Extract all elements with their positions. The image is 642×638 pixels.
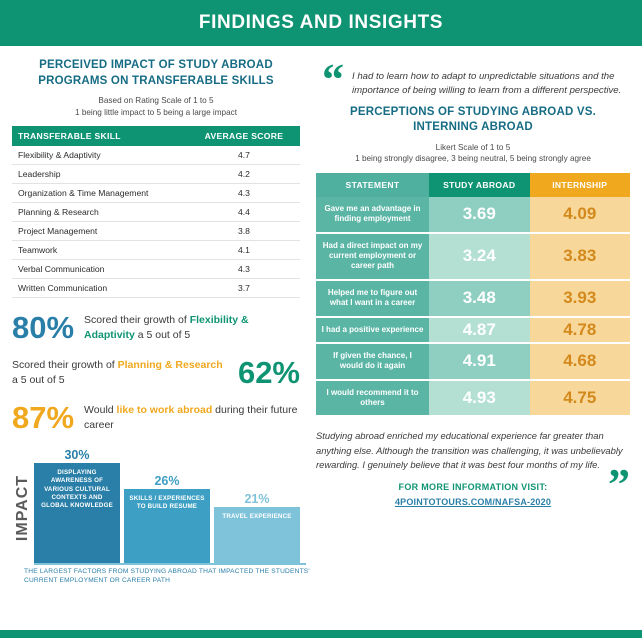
cell-score: 4.7 [188,146,300,165]
cell-statement: I had a positive experience [316,317,429,343]
cell-internship: 4.75 [530,380,631,417]
stat-text-highlight: like to work abroad [116,404,213,417]
cell-statement: Gave me an advantage in finding employment [316,197,429,233]
cell-skill: Written Communication [12,279,188,298]
chart-caption: THE LARGEST FACTORS FROM STUDYING ABROAD THAT IMPACTED THE STUDENTS' CURRENT EMPLOYMENT OR CAREER PATH [24,567,310,584]
chart-bar-label: TRAVEL EXPERIENCE [222,513,292,520]
likert-scale-line-2: 1 being strongly disagree, 3 being neutral, 5 being strongly agree [355,154,591,164]
impact-bar-chart [12,447,310,585]
chart-y-axis-label [12,453,34,563]
cell-skill: Leadership [12,165,188,184]
right-column [310,46,642,585]
stat-description [84,313,300,341]
table-row [12,222,300,241]
stat-text-part: Scored their growth of [12,359,118,372]
cell-skill: Organization & Time Management [12,184,188,203]
chart-bar-label: DISPLAYING AWARENESS OF VARIOUS CULTURAL CONTEXTS AND GLOBAL KNOWLEDGE [41,469,113,510]
cell-score: 4.4 [188,203,300,222]
column-header-study-abroad: STUDY ABROAD [429,173,529,197]
rating-scale-line-1: Based on Rating Scale of 1 to 5 [98,96,214,106]
cell-score: 4.3 [188,184,300,203]
chart-bar-value: 30% [64,448,90,462]
quote-close-icon: ” [608,459,630,509]
rating-scale-line-2: 1 being little impact to 5 being a large impact [74,107,238,117]
more-info-label: FOR MORE INFORMATION VISIT: [398,481,548,492]
stat-text-highlight: Flexibility & Adaptivity [84,314,249,341]
cell-internship: 4.68 [530,343,631,380]
table-row [12,279,300,298]
cell-internship: 3.93 [530,280,631,317]
cell-statement: I would recommend it to others [316,380,429,417]
column-header-skill: TRANSFERABLE SKILL [12,126,188,146]
left-column [0,46,310,585]
transferable-skills-subheading [12,95,300,118]
cell-statement: If given the chance, I would do it again [316,343,429,380]
perceptions-table [316,173,630,418]
cell-study-abroad: 3.48 [429,280,529,317]
stat-text-part: a 5 out of 5 [12,373,65,386]
table-row [12,146,300,165]
content-body [0,46,642,585]
cell-internship: 4.09 [530,197,631,233]
cell-study-abroad: 4.91 [429,343,529,380]
stat-text-part: a 5 out of 5 [134,328,191,341]
cell-statement: Helped me to figure out what I want in a career [316,280,429,317]
stat-value: 87% [12,400,75,435]
cell-internship: 4.78 [530,317,631,343]
perceptions-heading: PERCEPTIONS OF STUDYING ABROAD VS. INTERNING ABROAD [350,105,596,134]
cell-skill: Flexibility & Adaptivity [12,146,188,165]
column-header-statement: STATEMENT [316,173,429,197]
pull-quote-text: I had to learn how to adapt to unpredictable situations and the importance of being willing to learn from a different perspective. [352,71,622,97]
column-header-internship: INTERNSHIP [530,173,631,197]
chart-bar-label: SKILLS / EXPERIENCES TO BUILD RESUME [129,495,205,511]
quote-open-icon: “ [322,55,344,104]
cell-score: 3.7 [188,279,300,298]
column-header-score: AVERAGE SCORE [188,126,300,146]
chart-bar-value: 21% [244,492,270,506]
table-row [12,165,300,184]
page-header [0,0,642,46]
cell-study-abroad: 4.93 [429,380,529,417]
table-row [316,343,630,380]
stat-value: 62% [237,355,300,390]
chart-bar-value: 26% [154,474,180,488]
table-row [12,241,300,260]
table-row [316,280,630,317]
cell-study-abroad: 3.24 [429,233,529,280]
footer-bar [0,630,642,638]
table-row [316,317,630,343]
likert-scale-line-1: Likert Scale of 1 to 5 [435,142,511,152]
cell-skill: Planning & Research [12,203,188,222]
stat-description [12,358,228,386]
table-row [316,380,630,417]
table-header-row [12,126,300,146]
chart-bar [34,448,120,563]
table-row [12,260,300,279]
chart-x-axis [34,563,306,565]
cell-study-abroad: 3.69 [429,197,529,233]
table-row [12,203,300,222]
stat-value: 80% [12,310,75,345]
cell-statement: Had a direct impact on my current employment or career path [316,233,429,280]
pull-quote-block [316,55,630,104]
transferable-skills-table [12,126,300,298]
stat-description [84,403,300,431]
cell-score: 4.2 [188,165,300,184]
stat-planning [12,357,300,388]
stat-work-abroad [12,402,300,433]
cell-study-abroad: 4.87 [429,317,529,343]
cell-skill: Teamwork [12,241,188,260]
chart-bar [124,474,210,563]
cell-score: 4.1 [188,241,300,260]
perceptions-subheading [316,142,630,165]
stat-flexibility [12,312,300,343]
more-info-link[interactable]: 4POINTOTOURS.COM/NAFSA-2020 [394,496,552,507]
more-info-block [316,482,630,510]
chart-axis-text: IMPACT [14,474,32,542]
stat-text-part: during their future career [84,404,298,431]
page-title: FINDINGS AND INSIGHTS [198,12,444,33]
cell-score: 3.8 [188,222,300,241]
chart-bar [214,492,300,563]
stat-text-part: Scored their growth of [84,314,190,327]
table-header-row [316,173,630,197]
cell-internship: 3.83 [530,233,631,280]
cell-skill: Project Management [12,222,188,241]
transferable-skills-heading: PERCEIVED IMPACT OF STUDY ABROAD PROGRAMS ON TRANSFERABLE SKILLS [38,59,274,87]
cell-score: 4.3 [188,260,300,279]
table-row [316,233,630,280]
closing-quote-text: Studying abroad enriched my educational experience far greater than anything else. Although the transition was challenging, it was unbelievably rewarding. I genuinely believe that it was best four months of my life. [316,430,623,470]
table-row [316,197,630,233]
cell-skill: Verbal Communication [12,260,188,279]
chart-bars [34,447,306,563]
stat-text-highlight: Planning & Research [117,359,223,372]
table-row [12,184,300,203]
stat-text-part: Would [84,404,117,417]
